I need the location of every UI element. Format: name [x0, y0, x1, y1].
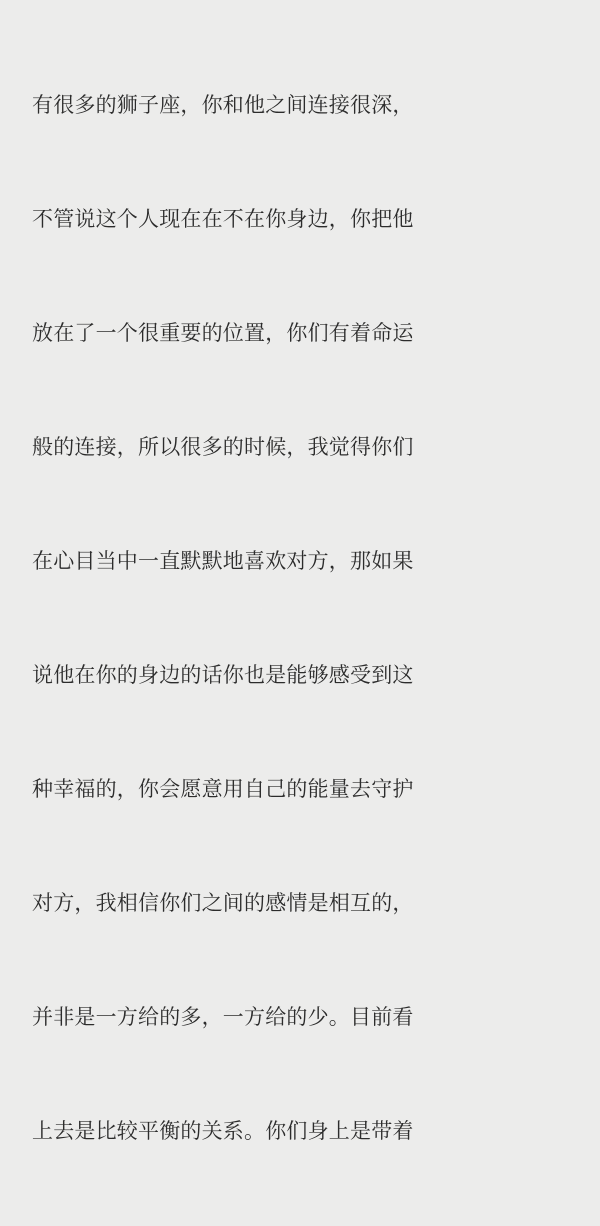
text-line: 在心目当中一直默默地喜欢对方，那如果 — [32, 549, 414, 573]
text-line: 放在了一个很重要的位置，你们有着命运 — [32, 321, 414, 345]
text-line: 上去是比较平衡的关系。你们身上是带着 — [32, 1119, 414, 1143]
text-line: 对方，我相信你们之间的感情是相互的， — [32, 891, 414, 915]
text-line: 不管说这个人现在在不在你身边，你把他 — [32, 207, 414, 231]
text-line: 并非是一方给的多，一方给的少。目前看 — [32, 1005, 414, 1029]
text-line: 种幸福的，你会愿意用自己的能量去守护 — [32, 777, 414, 801]
text-line: 说他在你的身边的话你也是能够感受到这 — [32, 663, 414, 687]
paragraph-text — [32, 10, 582, 1226]
text-line: 般的连接，所以很多的时候，我觉得你们 — [32, 435, 414, 459]
text-line: 有很多的狮子座，你和他之间连接很深， — [32, 93, 414, 117]
